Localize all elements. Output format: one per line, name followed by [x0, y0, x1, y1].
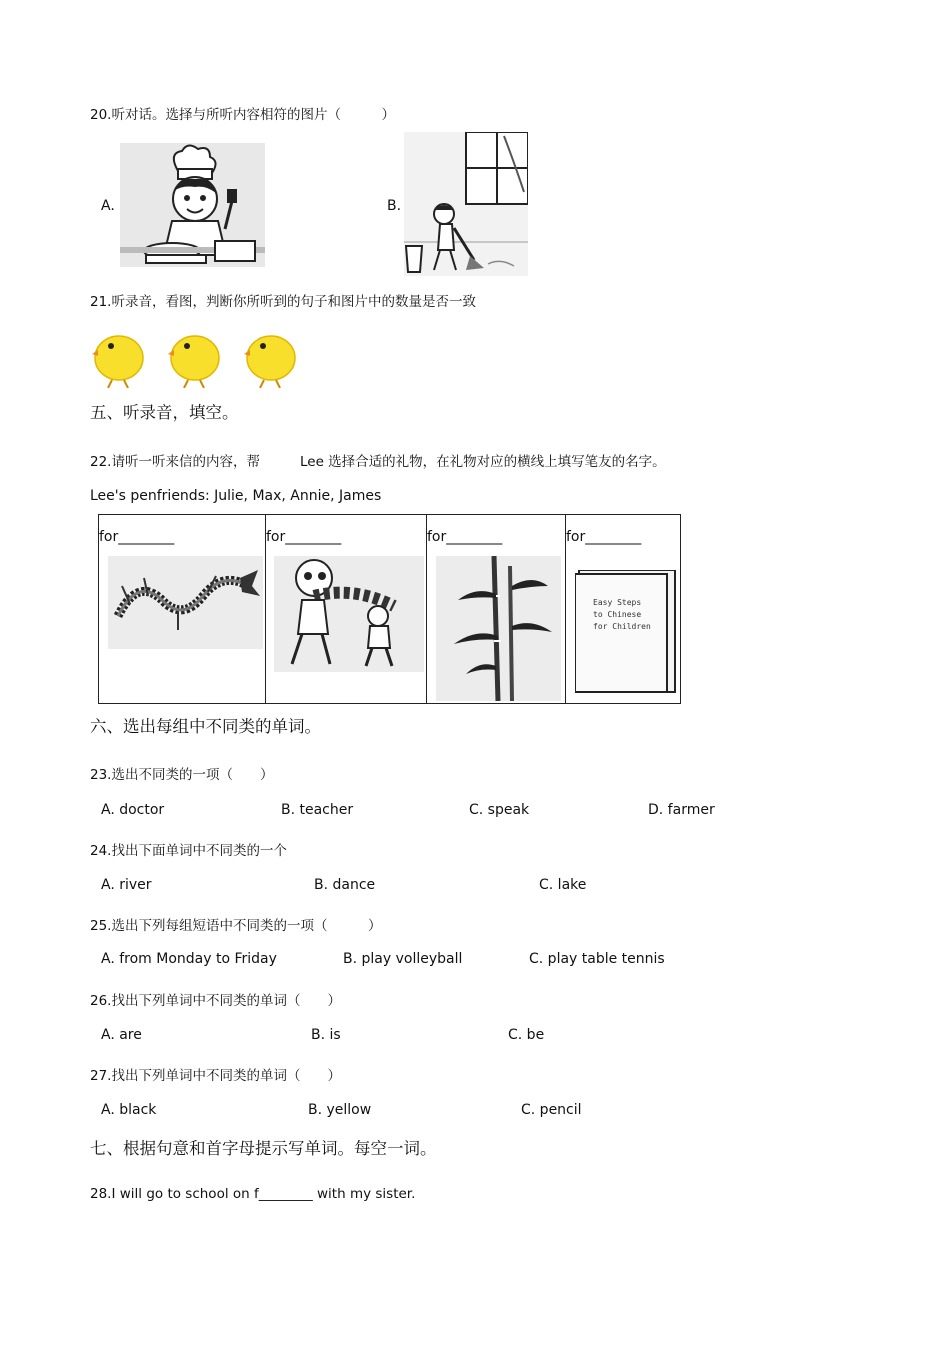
book-cover-text [593, 597, 651, 633]
penfriends-list: Lee's penfriends: Julie, Max, Annie, James [90, 488, 382, 504]
chick-icon [244, 336, 295, 388]
q21-prompt: 21.听录音，看图，判断你所听到的句子和图片中的数量是否一致 [90, 294, 476, 310]
q23-option-a[interactable]: A. doctor [101, 802, 165, 818]
q23-option-d[interactable]: D. farmer [648, 802, 715, 818]
q20-prompt: 20.听对话。选择与所听内容相符的图片（ ） [90, 107, 395, 123]
q26-option-c[interactable]: C. be [508, 1027, 545, 1043]
q27-option-c[interactable]: C. pencil [521, 1102, 582, 1118]
q26-option-a[interactable]: A. are [101, 1027, 142, 1043]
q28-prompt[interactable]: 28.I will go to school on f________ with my sister. [90, 1186, 416, 1202]
q26-option-b[interactable]: B. is [311, 1027, 341, 1043]
gift-table [98, 514, 681, 704]
lion-dance-image [274, 556, 424, 672]
q24-option-c[interactable]: C. lake [539, 877, 587, 893]
q23-option-b[interactable]: B. teacher [281, 802, 354, 818]
book-cover-line: to Chinese [593, 610, 642, 619]
section-6-title: 六、选出每组中不同类的单词。 [90, 717, 321, 736]
q23-option-c[interactable]: C. speak [469, 802, 530, 818]
gift-cell-book [566, 515, 681, 704]
q27-option-b[interactable]: B. yellow [308, 1102, 372, 1118]
chef-boy-image [120, 143, 265, 267]
q24-option-a[interactable]: A. river [101, 877, 152, 893]
q25-option-b[interactable]: B. play volleyball [343, 951, 463, 967]
gift-cell-lion-dance [266, 515, 427, 704]
q25-option-a[interactable]: A. from Monday to Friday [101, 951, 277, 967]
bamboo-image [436, 556, 561, 701]
gift-cell-bamboo [427, 515, 566, 704]
q25-option-c[interactable]: C. play table tennis [529, 951, 665, 967]
gift-blank[interactable]: for________ [566, 529, 642, 545]
q22-prompt-start: 22.请听一听来信的内容，帮 [90, 454, 260, 470]
gift-blank[interactable]: for________ [427, 529, 503, 545]
q24-option-b[interactable]: B. dance [314, 877, 376, 893]
q26-prompt: 26.找出下列单词中不同类的单词（ ） [90, 993, 341, 1009]
q23-prompt: 23.选出不同类的一项（ ） [90, 767, 274, 783]
q24-prompt: 24.找出下面单词中不同类的一个 [90, 843, 287, 859]
three-chicks-image [92, 322, 302, 388]
chick-icon [168, 336, 219, 388]
q27-option-a[interactable]: A. black [101, 1102, 157, 1118]
gift-cell-dragon [99, 515, 266, 704]
sweeping-boy-image [404, 132, 528, 276]
q20-option-b-label: B. [387, 198, 402, 214]
q20-option-a-label: A. [101, 198, 115, 214]
gift-blank[interactable]: for________ [266, 529, 342, 545]
q22-prompt-end: Lee 选择合适的礼物，在礼物对应的横线上填写笔友的名字。 [300, 454, 666, 470]
q25-prompt: 25.选出下列每组短语中不同类的一项（ ） [90, 918, 382, 934]
q27-prompt: 27.找出下列单词中不同类的单词（ ） [90, 1068, 341, 1084]
book-cover-line: for Children [593, 622, 651, 631]
section-5-title: 五、听录音，填空。 [90, 403, 239, 422]
book-cover-line: Easy Steps [593, 598, 642, 607]
section-7-title: 七、根据句意和首字母提示写单词。每空一词。 [90, 1139, 437, 1158]
gift-blank[interactable]: for________ [99, 529, 175, 545]
dragon-image [108, 556, 263, 649]
chick-icon [92, 336, 143, 388]
